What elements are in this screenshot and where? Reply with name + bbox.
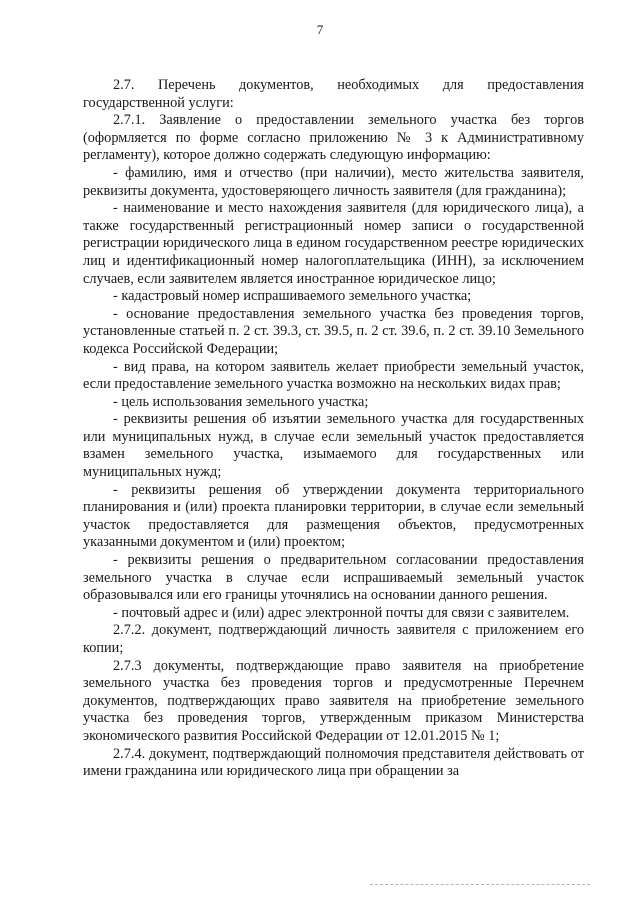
paragraph-2-7-1: 2.7.1. Заявление о предоставлении земельного участка без торгов (оформляется по форме согласно приложению № 3 к Административному регламенту), которое должно содержать следующую информацию:: [83, 112, 584, 164]
list-item-purpose: - цель использования земельного участка;: [113, 393, 369, 410]
footer-dashed-line: [370, 884, 590, 885]
paragraph-2-7-2: 2.7.2. документ, подтверждающий личность заявителя с приложением его копии;: [83, 622, 584, 656]
list-item-right-type: - вид права, на котором заявитель желает приобрести земельный участок, если предоставление земельного участка возможно на нескольких видах прав;: [83, 358, 584, 393]
document-body: [83, 77, 584, 781]
paragraph-2-7-3: 2.7.3 документы, подтверждающие право заявителя на приобретение земельного участка без проведения торгов и предусмотренные Перечнем документов, подтверждающих право заявителя на приобретение земельного участка без проведения торгов, утвержденным приказом Министерства экономического развития Российской Федерации от 12.01.2015 № 1;: [83, 657, 584, 744]
list-item-legal-entity: - наименование и место нахождения заявителя (для юридического лица), а также государственный регистрационный номер записи о государственной регистрации юридического лица в едином государственном реестре юридических лиц и идентификационный номер налогоплательщика (ИНН), за исключением случаев, если заявителем является иностранное юридическое лицо;: [83, 200, 584, 287]
list-item-cadastral-number: - кадастровый номер испрашиваемого земельного участка;: [113, 288, 472, 305]
paragraph-2-7-4: 2.7.4. документ, подтверждающий полномочия представителя действовать от имени гражданина или юридического лица при обращении за: [83, 745, 584, 780]
paragraph-2-7: 2.7. Перечень документов, необходимых для предоставления государственной услуги:: [83, 77, 584, 111]
list-item-seizure-decision: - реквизиты решения об изъятии земельного участка для государственных или муниципальных нужд, в случае если земельный участок предоставляется взамен земельного участка, изымаемого для государственных или муниципальных нужд;: [83, 411, 584, 481]
list-item-contact-address: - почтовый адрес и (или) адрес электронной почты для связи с заявителем.: [113, 604, 570, 621]
page-number: 7: [316, 22, 324, 37]
list-item-basis: - основание предоставления земельного участка без проведения торгов, установленные статьей п. 2 ст. 39.3, ст. 39.5, п. 2 ст. 39.6, п. 2 ст. 39.10 Земельного кодекса Российской Федерации;: [83, 305, 584, 357]
list-item-planning-decision: - реквизиты решения об утверждении документа территориального планирования и (или) проекта планировки территории, в случае если земельный участок предоставляется для размещения объектов, предусмотренных указанными документом и (или) проектом;: [83, 481, 584, 551]
list-item-full-name: - фамилию, имя и отчество (при наличии), место жительства заявителя, реквизиты документа, удостоверяющего личность заявителя (для гражданина);: [83, 164, 584, 199]
list-item-preliminary-approval: - реквизиты решения о предварительном согласовании предоставления земельного участка в случае если испрашиваемый земельный участок образовывался или его границы уточнялись на основании данного решения.: [83, 552, 584, 604]
